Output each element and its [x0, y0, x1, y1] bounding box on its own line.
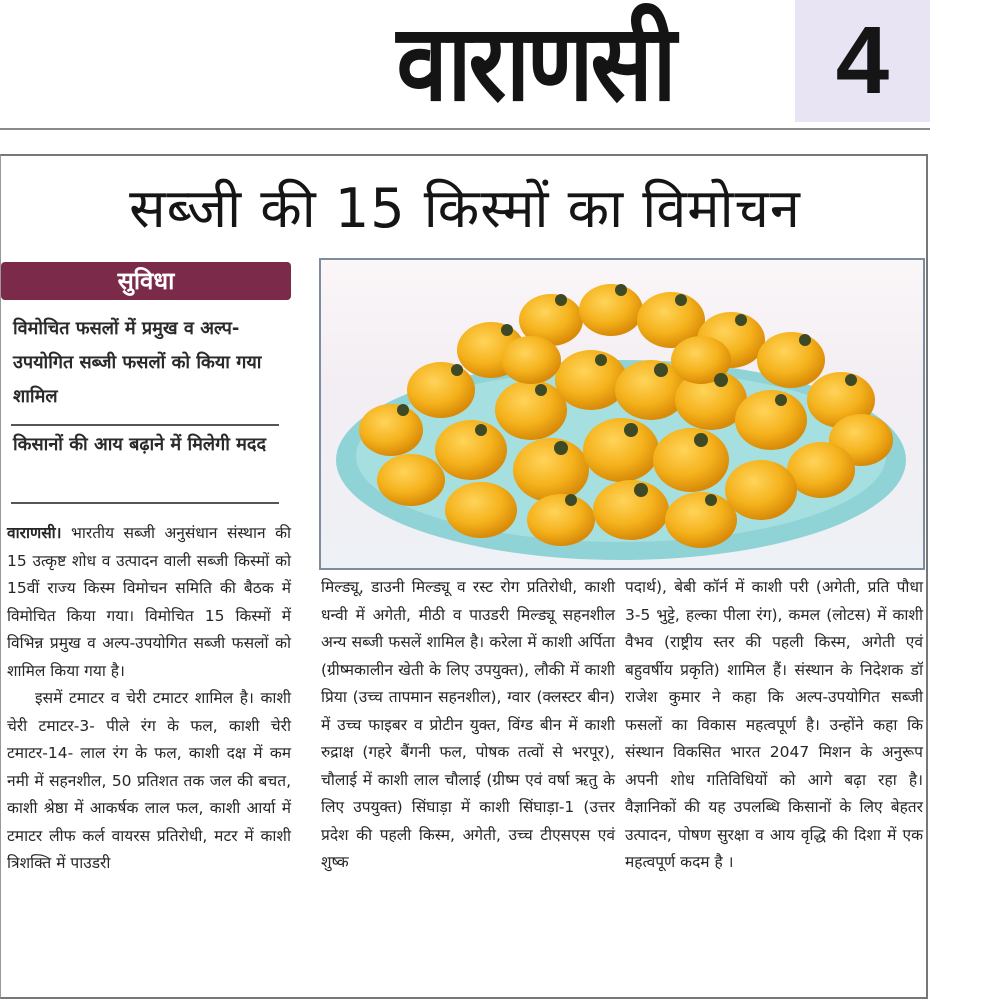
highlight-tag: सुविधा	[1, 262, 291, 300]
highlight-item: किसानों की आय बढ़ाने में मिलेगी मदद	[13, 434, 267, 455]
article-paragraph: पदार्थ), बेबी कॉर्न में काशी परी (अगेती, प्रति पौधा 3-5 भुट्टे, हल्का पीला रंग), कमल (लोटस) में काशी वैभव (राष्ट्रीय स्तर की पहली किस्म, अगेती एवं बहुवर्षीय प्रकृति) शामिल हैं। संस्थान के निदेशक डॉ राजेश कुमार ने कहा कि अल्प-उपयोगित सब्जी फसलों का विकास महत्वपूर्ण है। उन्होंने कहा कि संस्थान विकसित भारत 2047 मिशन के अनुरूप अपनी शोध गतिविधियों को आगे बढ़ा रहा है। वैज्ञानिकों की यह उपलब्धि किसानों के लिए बेहतर उत्पादन, पोषण सुरक्षा व आय वृद्धि की दिशा में एक महत्वपूर्ण कदम है ।	[625, 578, 923, 871]
highlight-divider	[11, 502, 279, 504]
article-paragraph: मिल्ड्यू, डाउनी मिल्ड्यू व रस्ट रोग प्रतिरोधी, काशी धन्वी में अगेती, मीठी व पाउडरी मिल्ड्यू सहनशील अन्य सब्जी फसलें शामिल है। करेला में काशी अर्पिता (ग्रीष्मकालीन खेती के लिए उपयुक्त), लौकी में काशी प्रिया (उच्च तापमान सहनशील), ग्वार (क्लस्टर बीन) में उच्च फाइबर व प्रोटीन युक्त, विंग्ड बीन में काशी रुद्राक्ष (गहरे बैंगनी फल, पोषक तत्वों से भरपूर), चौलाई में काशी लाल चौलाई (ग्रीष्म एवं वर्षा ऋतु के लिए उपयुक्त) सिंघाड़ा में काशी सिंघाड़ा-1 (उत्तर प्रदेश की पहली किस्म, अगेती, उच्च टीएसएस एवं शुष्क	[321, 578, 615, 871]
page-number-box	[795, 0, 930, 122]
masthead	[0, 0, 1000, 132]
article-headline: सब्जी की 15 किस्मों का विमोचन	[129, 177, 801, 240]
paragraph-text: भारतीय सब्जी अनुसंधान संस्थान की 15 उत्कृष्ट शोध व उत्पादन वाली सब्जी किस्मों को 15वीं राज्य किस्म विमोचन समिति की बैठक में विमोचित किया गया। विमोचित 15 किस्मों में विभिन्न प्रमुख व अल्प-उपयोगित सब्जी फसलों को शामिल किया गया है।	[7, 524, 291, 680]
cherry-tomato-bowl-image	[321, 260, 923, 568]
article-photo	[319, 258, 925, 570]
highlight-divider	[11, 424, 279, 426]
article-column-3	[625, 574, 923, 877]
article-paragraph: इसमें टमाटर व चेरी टमाटर शामिल है। काशी चेरी टमाटर-3- पीले रंग के फल, काशी चेरी टमाटर-14- लाल रंग के फल, काशी दक्ष में कम नमी में सहनशील, 50 प्रतिशत तक जल की बचत, काशी श्रेष्ठा में आकर्षक लाल फल, काशी आर्या में टमाटर लीफ कर्ल वायरस प्रतिरोधी, मटर में काशी त्रिशक्ति में पाउडरी	[7, 689, 291, 872]
highlight-item: विमोचित फसलों में प्रमुख व अल्प-उपयोगित सब्जी फसलों को किया गया शामिल	[13, 318, 262, 407]
article-paragraph	[7, 524, 291, 680]
article-column-1	[7, 520, 291, 878]
news-article	[0, 154, 928, 999]
dateline: वाराणसी।	[7, 524, 62, 542]
section-name: वाराणसी	[396, 1, 674, 125]
masthead-divider	[0, 128, 930, 130]
page-number: 4	[835, 7, 890, 114]
highlight-box	[1, 262, 293, 506]
article-column-2	[321, 574, 615, 877]
